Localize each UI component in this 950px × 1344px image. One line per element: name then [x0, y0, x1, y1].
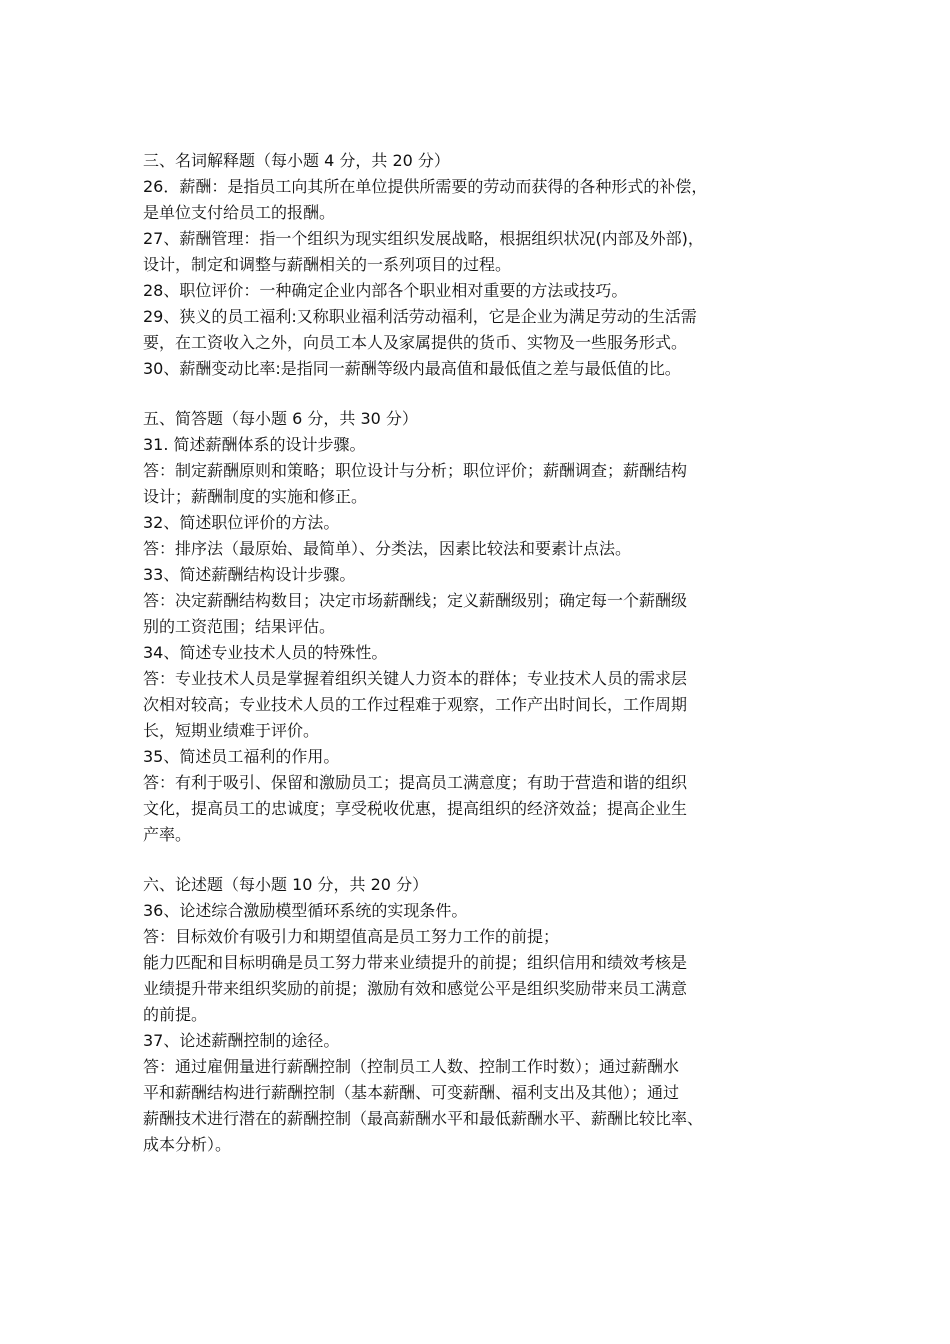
text-line: 设计，制定和调整与薪酬相关的一系列项目的过程。	[143, 255, 512, 274]
text-line: 成本分析）。	[143, 1135, 232, 1154]
text-line: 答：制定薪酬原则和策略；职位设计与分析；职位评价；薪酬调查；薪酬结构	[143, 461, 688, 480]
text-line: 36、论述综合激励模型循环系统的实现条件。	[143, 901, 468, 920]
section-glossary	[143, 148, 833, 382]
section-heading: 五、简答题（每小题 6 分，共 30 分）	[143, 409, 418, 428]
text-line: 26．薪酬：是指员工向其所在单位提供所需要的劳动而获得的各种形式的补偿，	[143, 177, 708, 196]
text-line: 答：有利于吸引、保留和激励员工；提高员工满意度；有助于营造和谐的组织	[143, 773, 688, 792]
text-line: 答：通过雇佣量进行薪酬控制（控制员工人数、控制工作时数）；通过薪酬水	[143, 1057, 680, 1076]
text-line: 29、狭义的员工福利:又称职业福利活劳动福利，它是企业为满足劳动的生活需	[143, 307, 697, 326]
text-line: 30、薪酬变动比率:是指同一薪酬等级内最高值和最低值之差与最低值的比。	[143, 359, 681, 378]
text-line: 设计；薪酬制度的实施和修正。	[143, 487, 368, 506]
text-line: 的前提。	[143, 1005, 208, 1024]
text-line: 能力匹配和目标明确是员工努力带来业绩提升的前提；组织信用和绩效考核是	[143, 953, 688, 972]
text-line: 产率。	[143, 825, 192, 844]
section-essay	[143, 872, 833, 1158]
text-line: 平和薪酬结构进行薪酬控制（基本薪酬、可变薪酬、福利支出及其他）；通过	[143, 1083, 680, 1102]
text-line: 37、论述薪酬控制的途径。	[143, 1031, 340, 1050]
text-line: 答：决定薪酬结构数目；决定市场薪酬线；定义薪酬级别；确定每一个薪酬级	[143, 591, 688, 610]
section-heading: 三、名词解释题（每小题 4 分，共 20 分）	[143, 151, 450, 170]
text-line: 35、简述员工福利的作用。	[143, 747, 340, 766]
text-line: 答：排序法（最原始、最简单）、分类法，因素比较法和要素计点法。	[143, 539, 632, 558]
text-line: 31. 简述薪酬体系的设计步骤。	[143, 435, 366, 454]
section-spacer	[143, 848, 833, 872]
text-line: 32、简述职位评价的方法。	[143, 513, 340, 532]
text-line: 27、薪酬管理：指一个组织为现实组织发展战略，根据组织状况(内部及外部)，	[143, 229, 704, 248]
section-short-answer	[143, 406, 833, 848]
text-line: 文化，提高员工的忠诚度；享受税收优惠，提高组织的经济效益；提高企业生	[143, 799, 688, 818]
text-line: 次相对较高；专业技术人员的工作过程难于观察，工作产出时间长，工作周期	[143, 695, 688, 714]
text-line: 答：目标效价有吸引力和期望值高是员工努力工作的前提；	[143, 927, 560, 946]
text-line: 要，在工资收入之外，向员工本人及家属提供的货币、实物及一些服务形式。	[143, 333, 688, 352]
text-line: 28、职位评价：一种确定企业内部各个职业相对重要的方法或技巧。	[143, 281, 628, 300]
document-body	[143, 148, 833, 1158]
text-line: 34、简述专业技术人员的特殊性。	[143, 643, 388, 662]
text-line: 薪酬技术进行潜在的薪酬控制（最高薪酬水平和最低薪酬水平、薪酬比较比率、	[143, 1109, 704, 1128]
section-heading: 六、论述题（每小题 10 分，共 20 分）	[143, 875, 429, 894]
text-line: 业绩提升带来组织奖励的前提；激励有效和感觉公平是组织奖励带来员工满意	[143, 979, 688, 998]
text-line: 别的工资范围；结果评估。	[143, 617, 336, 636]
text-line: 长，短期业绩难于评价。	[143, 721, 320, 740]
text-line: 是单位支付给员工的报酬。	[143, 203, 336, 222]
text-line: 33、简述薪酬结构设计步骤。	[143, 565, 356, 584]
text-line: 答：专业技术人员是掌握着组织关键人力资本的群体；专业技术人员的需求层	[143, 669, 688, 688]
section-spacer	[143, 382, 833, 406]
